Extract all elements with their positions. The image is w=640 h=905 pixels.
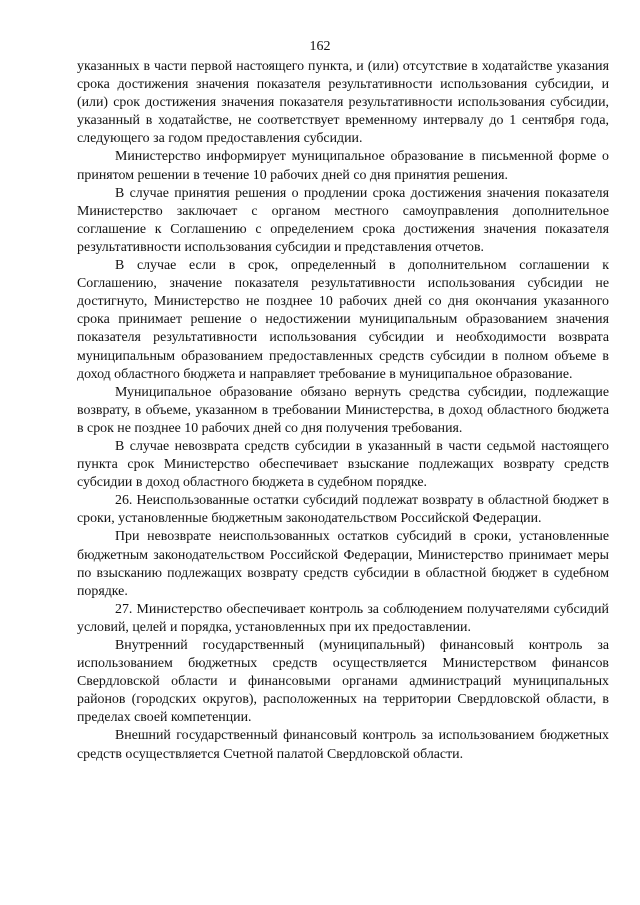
paragraph: Муниципальное образование обязано вернуть средства субсидии, подлежащие возврату, в объеме, указанном в требовании Министерства, в доход областного бюджета в срок не позднее 10 рабочих дней со дня получения требования.	[77, 384, 609, 436]
paragraph: При невозврате неиспользованных остатков субсидий в сроки, установленные бюджетным законодательством Российской Федерации, Министерство принимает меры по взысканию подлежащих возврату средств субсидии в областной бюджет в судебном порядке.	[77, 529, 609, 599]
document-body	[77, 58, 609, 764]
paragraph-item-26: 26. Неиспользованные остатки субсидий подлежат возврату в областной бюджет в сроки, установленные бюджетным законодательством Российской Федерации.	[77, 493, 609, 527]
paragraph: Министерство информирует муниципальное образование в письменной форме о принятом решении в течение 10 рабочих дней со дня принятия решения.	[77, 149, 609, 183]
paragraph-continuation: указанных в части первой настоящего пункта, и (или) отсутствие в ходатайстве указания срока достижения значения показателя результативности использования субсидии, и (или) срок достижения значения показателя результативности использования субсидии, указанный в ходатайстве, не соответствует временному интервалу до 1 сентября года, следующего за годом предоставления субсидии.	[77, 59, 609, 147]
paragraph: В случае невозврата средств субсидии в указанный в части седьмой настоящего пункта срок Министерство обеспечивает взыскание подлежащих возврату средств субсидии в доход областного бюджета в судебном порядке.	[77, 438, 609, 491]
paragraph: Внешний государственный финансовый контроль за использованием бюджетных средств осуществляется Счетной палатой Свердловской области.	[77, 728, 609, 762]
paragraph: В случае принятия решения о продлении срока достижения значения показателя Министерство заключает с органом местного самоуправления дополнительное соглашение к Соглашению с определением срока достижения значения показателя результативности использования субсидии и представления отчетов.	[77, 185, 609, 255]
paragraph-item-27: 27. Министерство обеспечивает контроль за соблюдением получателями субсидий условий, целей и порядка, установленных при их предоставлении.	[77, 601, 609, 635]
paragraph: В случае если в срок, определенный в дополнительном соглашении к Соглашению, значение показателя результативности использования субсидии не достигнуто, Министерство не позднее 10 рабочих дней со дня окончания указанного срока принимает решение о недостижении муниципальным образованием значения показателя результативности использования субсидии и необходимости возврата муниципальным образованием предоставленных средств субсидии в полном объеме в доход областного бюджета и направляет требование в муниципальное образование.	[77, 258, 609, 382]
page-number: 162	[309, 39, 331, 54]
paragraph: Внутренний государственный (муниципальный) финансовый контроль за использованием бюджетных средств осуществляется Министерством финансов Свердловской области и финансовыми органами администраций муниципальных районов (городских округов), расположенных на территории Свердловской области, в пределах своей компетенции.	[77, 638, 609, 726]
